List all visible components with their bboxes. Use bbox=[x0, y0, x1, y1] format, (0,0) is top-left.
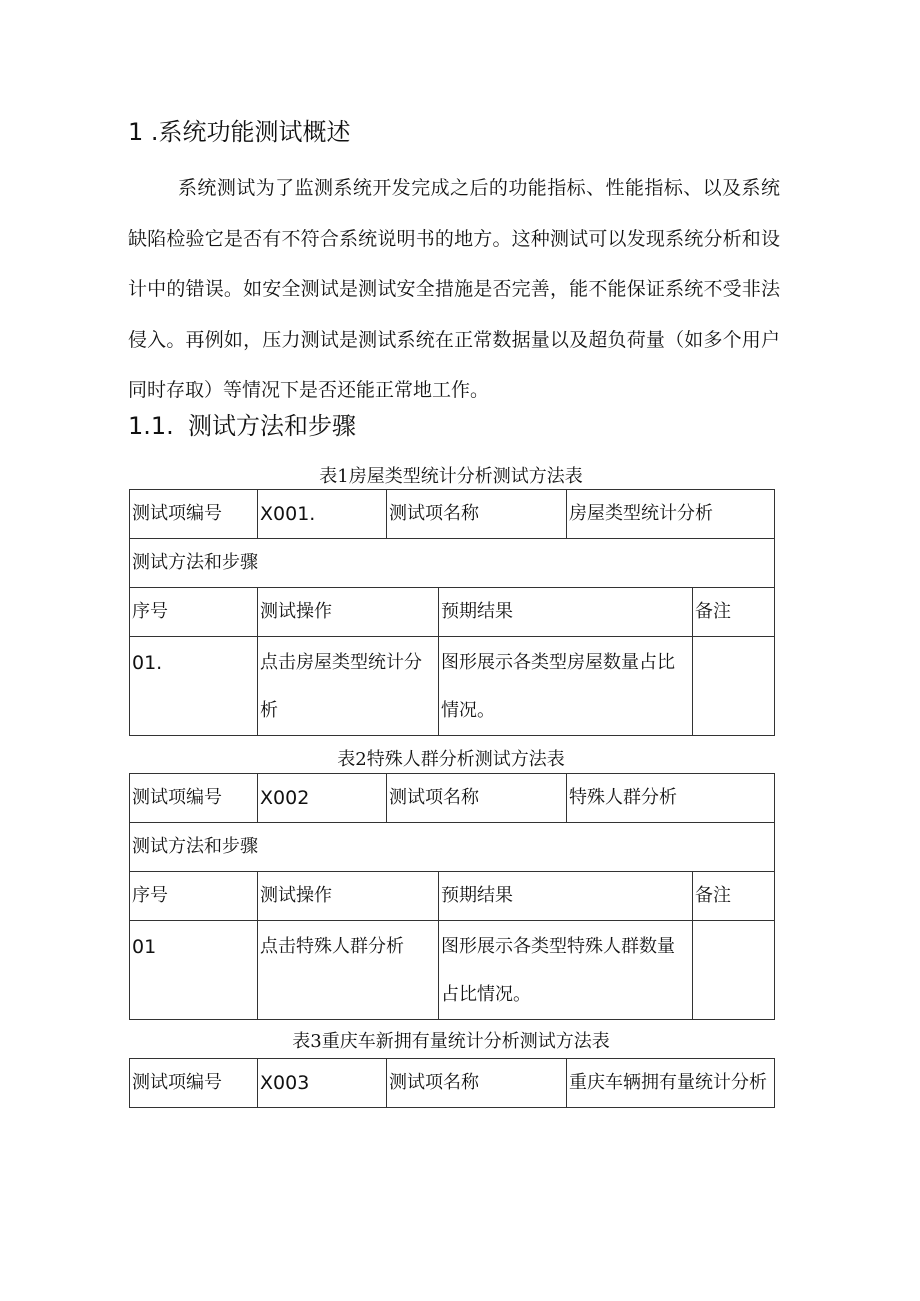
id-value: X002 bbox=[258, 774, 387, 823]
test-table-2 bbox=[129, 773, 775, 1020]
col-seq: 序号 bbox=[130, 872, 258, 921]
table-caption: 表2特殊人群分析测试方法表 bbox=[337, 749, 565, 770]
section-heading: 1 .系统功能测试概述 bbox=[128, 118, 351, 146]
id-value: X003 bbox=[258, 1059, 387, 1108]
method-label: 测试方法和步骤 bbox=[130, 539, 775, 588]
table-caption: 表1房屋类型统计分析测试方法表 bbox=[319, 466, 583, 487]
name-label: 测试项名称 bbox=[387, 490, 567, 539]
name-label: 测试项名称 bbox=[387, 774, 567, 823]
row-expected: 图形展示各类型特殊人群数量占比情况。 bbox=[439, 921, 693, 1020]
table-row bbox=[130, 1059, 775, 1108]
subsection-heading bbox=[128, 408, 356, 444]
test-table-1 bbox=[129, 489, 775, 736]
table-row bbox=[130, 774, 775, 823]
name-label: 测试项名称 bbox=[387, 1059, 567, 1108]
name-value: 特殊人群分析 bbox=[567, 774, 775, 823]
table-row bbox=[130, 823, 775, 872]
col-note: 备注 bbox=[693, 872, 775, 921]
table-row bbox=[130, 539, 775, 588]
col-op: 测试操作 bbox=[258, 588, 439, 637]
table-row bbox=[130, 637, 775, 736]
id-label: 测试项编号 bbox=[130, 774, 258, 823]
table-row bbox=[130, 490, 775, 539]
id-value: X001. bbox=[258, 490, 387, 539]
row-note bbox=[693, 921, 775, 1020]
test-table-3 bbox=[129, 1058, 775, 1108]
row-op: 点击特殊人群分析 bbox=[258, 921, 439, 1020]
id-label: 测试项编号 bbox=[130, 1059, 258, 1108]
col-seq: 序号 bbox=[130, 588, 258, 637]
table-caption: 表3重庆车新拥有量统计分析测试方法表 bbox=[292, 1031, 610, 1052]
row-op: 点击房屋类型统计分析 bbox=[258, 637, 439, 736]
row-note bbox=[693, 637, 775, 736]
table-header-row bbox=[130, 588, 775, 637]
col-note: 备注 bbox=[693, 588, 775, 637]
col-op: 测试操作 bbox=[258, 872, 439, 921]
intro-text: 系统测试为了监测系统开发完成之后的功能指标、性能指标、以及系统缺陷检验它是否有不符合系统说明书的地方。这种测试可以发现系统分析和设计中的错误。如安全测试是测试安全措施是否完善，能不能保证系统不受非法侵入。再例如，压力测试是测试系统在正常数据量以及超负荷量（如多个用户同时存取）等情况下是否还能正常地工作。 bbox=[128, 177, 780, 401]
method-label: 测试方法和步骤 bbox=[130, 823, 775, 872]
row-seq: 01 bbox=[130, 921, 258, 1020]
row-seq: 01. bbox=[130, 637, 258, 736]
id-label: 测试项编号 bbox=[130, 490, 258, 539]
col-expected: 预期结果 bbox=[439, 872, 693, 921]
table-row bbox=[130, 921, 775, 1020]
name-value: 房屋类型统计分析 bbox=[567, 490, 775, 539]
subsection-title: 测试方法和步骤 bbox=[188, 412, 356, 440]
intro-paragraph bbox=[128, 163, 780, 416]
table-header-row bbox=[130, 872, 775, 921]
name-value: 重庆车辆拥有量统计分析 bbox=[567, 1059, 775, 1108]
row-expected: 图形展示各类型房屋数量占比情况。 bbox=[439, 637, 693, 736]
subsection-number: 1.1. bbox=[128, 412, 174, 440]
col-expected: 预期结果 bbox=[439, 588, 693, 637]
